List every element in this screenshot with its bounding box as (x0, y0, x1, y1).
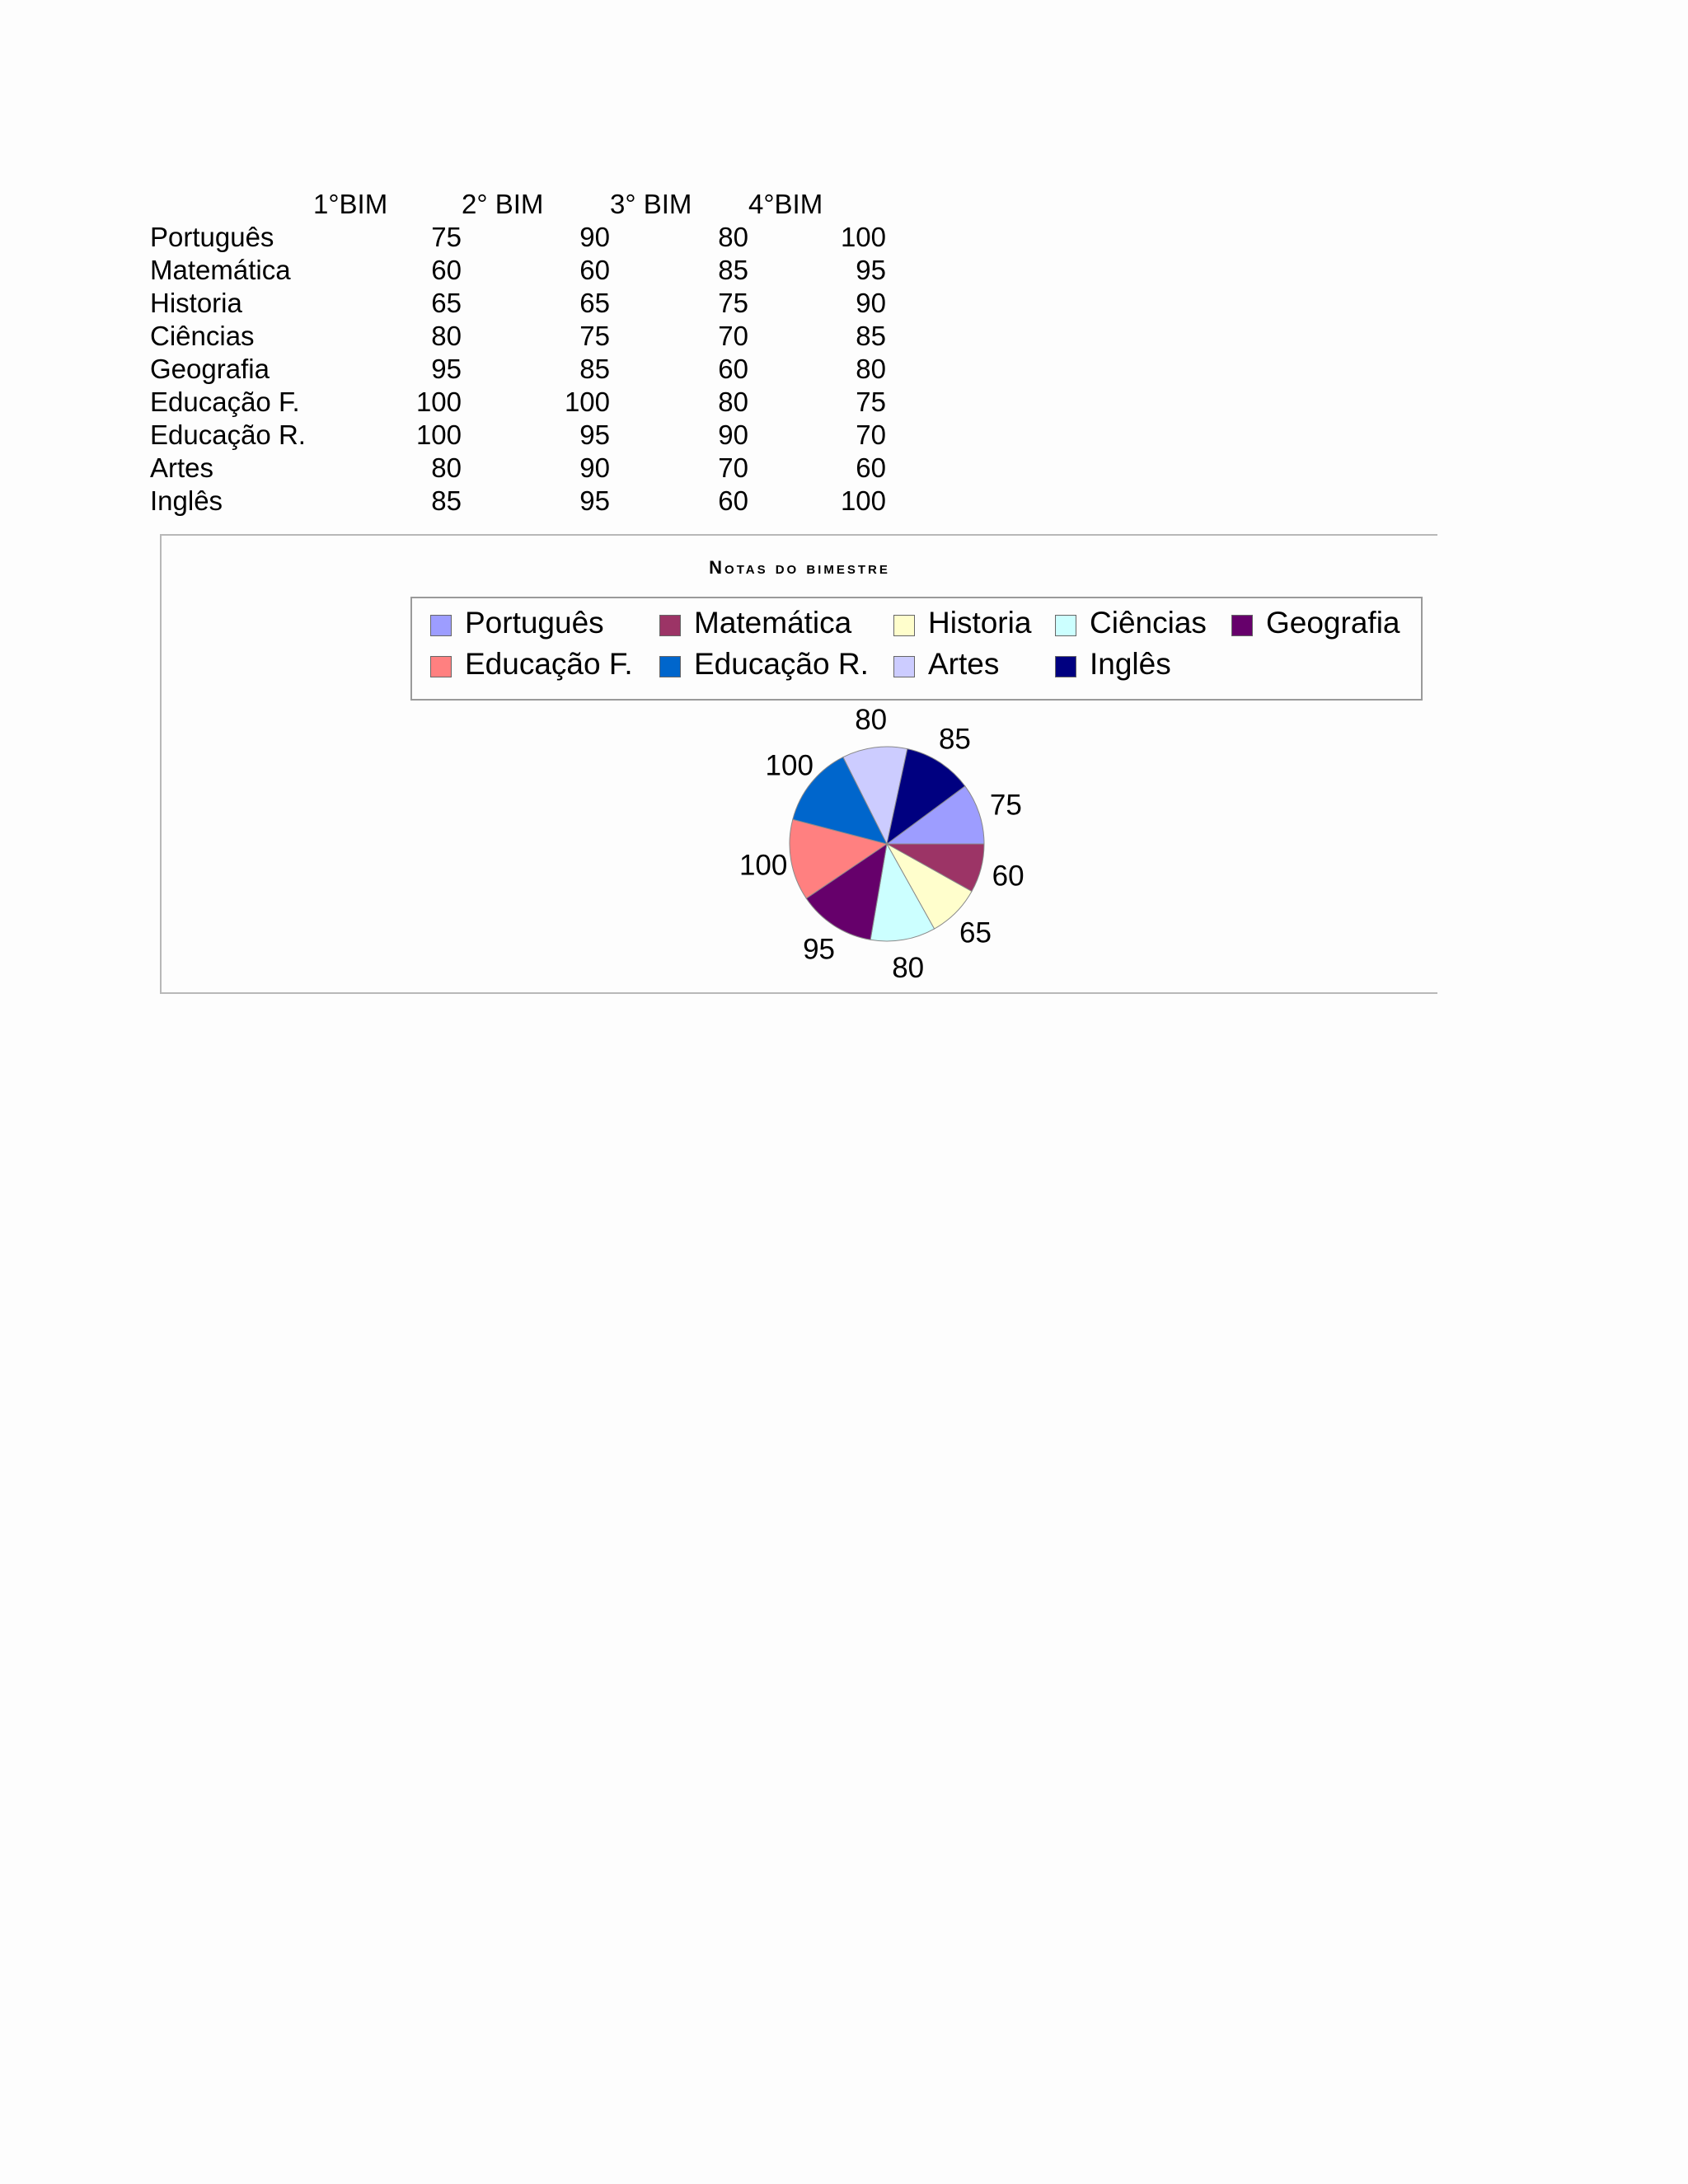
legend-label: Artes (928, 647, 1000, 681)
table-row (150, 353, 886, 386)
grade-cell: 90 (579, 452, 610, 483)
grade-cell: 65 (579, 288, 610, 318)
subject-cell: Historia (150, 288, 242, 318)
grade-cell: 90 (718, 419, 748, 450)
grade-cell: 80 (431, 321, 462, 351)
grade-cell: 70 (718, 452, 748, 483)
grade-cell: 80 (856, 354, 886, 384)
grade-cell: 75 (718, 288, 748, 318)
subject-cell: Ciências (150, 321, 255, 351)
grade-cell: 95 (431, 354, 462, 384)
column-header: 1°BIM (313, 189, 388, 219)
grade-cell: 100 (564, 387, 610, 417)
grade-cell: 75 (579, 321, 610, 351)
grade-cell: 85 (718, 255, 748, 285)
table-row (150, 221, 886, 254)
data-label: 80 (855, 704, 888, 737)
column-header: 4°BIM (748, 189, 823, 219)
grade-cell: 60 (431, 255, 462, 285)
grade-cell: 70 (856, 419, 886, 450)
grade-cell: 65 (431, 288, 462, 318)
grades-table (150, 188, 886, 518)
grade-cell: 75 (431, 222, 462, 252)
column-header: 3° BIM (610, 189, 692, 219)
table-row (150, 419, 886, 452)
grade-cell: 100 (840, 222, 886, 252)
table-row (150, 485, 886, 518)
data-label: 85 (938, 723, 971, 756)
grade-cell: 80 (718, 387, 748, 417)
subject-cell: Educação F. (150, 387, 300, 417)
grade-cell: 90 (579, 222, 610, 252)
legend-label: Educação F. (465, 647, 633, 681)
legend-swatch (1055, 615, 1076, 636)
legend-swatch (659, 656, 681, 677)
grade-cell: 60 (579, 255, 610, 285)
subject-cell: Português (150, 222, 274, 252)
chart-area (160, 534, 1437, 994)
grade-cell: 60 (718, 485, 748, 516)
legend-label: Ciências (1090, 606, 1207, 640)
legend-swatch (1231, 615, 1253, 636)
subject-cell: Inglês (150, 485, 223, 516)
table-row (150, 452, 886, 485)
grade-cell: 80 (718, 222, 748, 252)
grade-cell: 60 (718, 354, 748, 384)
legend-swatch (659, 615, 681, 636)
grade-cell: 85 (431, 485, 462, 516)
table-row (150, 287, 886, 320)
data-label: 75 (989, 789, 1022, 822)
data-label: 65 (959, 916, 992, 949)
grade-cell: 100 (840, 485, 886, 516)
grade-cell: 75 (856, 387, 886, 417)
legend-swatch (893, 615, 915, 636)
grade-cell: 70 (718, 321, 748, 351)
legend-label: Geografia (1266, 606, 1400, 640)
table-row (150, 386, 886, 419)
grade-cell: 100 (415, 387, 462, 417)
grade-cell: 60 (856, 452, 886, 483)
legend-swatch (1055, 656, 1076, 677)
column-header: 2° BIM (462, 189, 544, 219)
legend-swatch (430, 656, 452, 677)
grade-cell: 100 (415, 419, 462, 450)
grade-cell: 95 (579, 485, 610, 516)
grade-cell: 85 (579, 354, 610, 384)
table-row (150, 254, 886, 287)
legend-swatch (430, 615, 452, 636)
grade-cell: 85 (856, 321, 886, 351)
data-label: 100 (738, 849, 788, 882)
data-label: 60 (992, 860, 1025, 893)
data-label: 100 (765, 749, 814, 782)
grade-cell: 95 (856, 255, 886, 285)
chart-legend (410, 597, 1423, 701)
table-row (150, 320, 886, 353)
subject-cell: Educação R. (150, 419, 306, 450)
table-header-row (150, 188, 886, 221)
legend-label: Historia (928, 606, 1032, 640)
table-corner-cell (150, 188, 313, 221)
legend-label: Português (465, 606, 604, 640)
chart-title: Notas do bimestre (709, 557, 890, 578)
legend-label: Matemática (694, 606, 852, 640)
legend-label: Inglês (1090, 647, 1171, 681)
grade-cell: 95 (579, 419, 610, 450)
grade-cell: 90 (856, 288, 886, 318)
subject-cell: Geografia (150, 354, 270, 384)
data-label: 80 (892, 951, 925, 984)
legend-label: Educação R. (694, 647, 869, 681)
subject-cell: Artes (150, 452, 214, 483)
grade-cell: 80 (431, 452, 462, 483)
legend-swatch (893, 656, 915, 677)
subject-cell: Matemática (150, 255, 291, 285)
data-label: 95 (803, 933, 836, 966)
